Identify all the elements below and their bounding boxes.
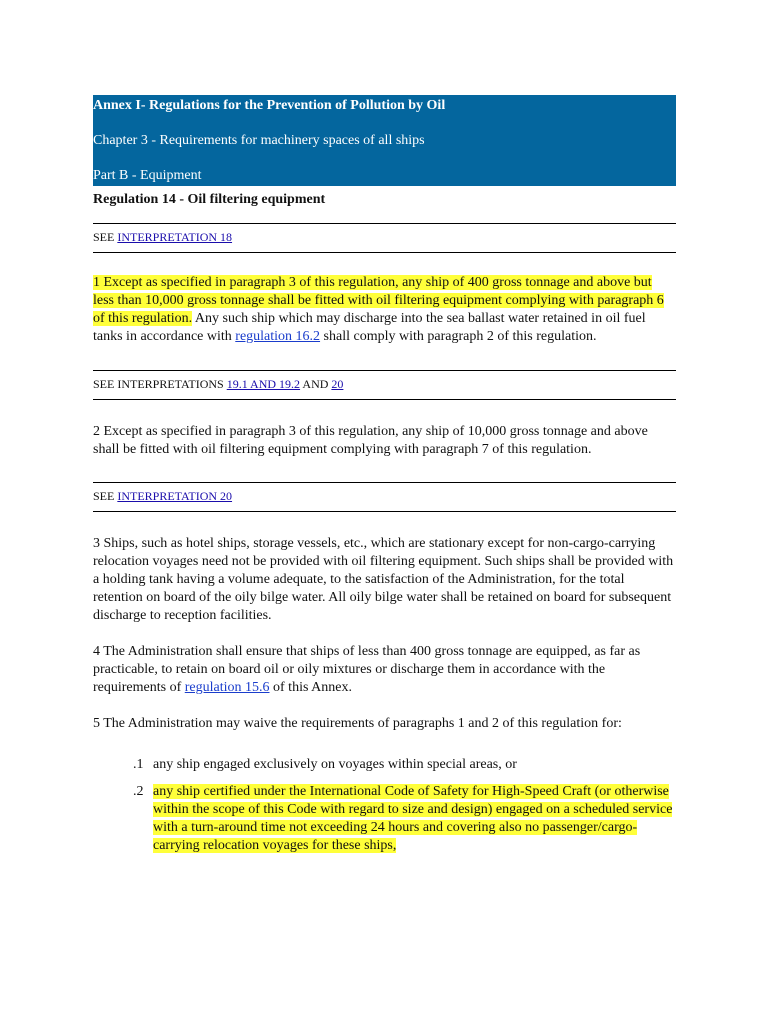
see-and: AND [300, 377, 332, 391]
paragraph-1-text-b: shall comply with paragraph 2 of this regulation. [320, 329, 597, 344]
see-box-1 [93, 223, 676, 253]
regulation-15-6-link[interactable]: regulation 15.6 [184, 680, 270, 695]
paragraph-3: 3 Ships, such as hotel ships, storage vessels, etc., which are stationary except for non-cargo-carrying relocation voyages need not be provided with oil filtering equipment. Such ships shall be provided with a holding tank having a volume adequate, to the satisfaction of the Administration, for the total retention on board of the oily bilge water. All oily bilge water shall be retained on board for subsequent discharge to reception facilities. [93, 536, 674, 623]
document-page [93, 95, 676, 855]
see-box-2 [93, 370, 676, 400]
paragraph-4-text-a: 4 The Administration shall ensure that ships of less than 400 gross tonnage are equipped, as far as practicable, to retain on board oil or oily mixtures or discharge them in accordance with the requirements of [93, 644, 641, 695]
chapter-title: Chapter 3 - Requirements for machinery spaces of all ships [93, 133, 425, 148]
paragraph-1-text-a: Any such ship which may discharge into the sea ballast water retained in oil fuel tanks in accordance with [93, 311, 646, 344]
list-item-number: .2 [133, 784, 144, 799]
list-item-text-highlight: any ship certified under the International Code of Safety for High-Speed Craft (or otherwise within the scope of this Code with regard to size and design) engaged on a scheduled service with a turn-around time not exceeding 24 hours and covering also no passenger/cargo-carrying relocation voyages for these ships, [153, 784, 673, 853]
list-item-text: any ship engaged exclusively on voyages within special areas, or [153, 757, 517, 772]
paragraph-5: 5 The Administration may waive the requirements of paragraphs 1 and 2 of this regulation for: [93, 716, 622, 731]
list-item [93, 783, 676, 855]
paragraph-1 [93, 274, 676, 346]
list-item [93, 756, 676, 774]
part-title: Part B - Equipment [93, 168, 202, 183]
interpretation-19-link[interactable]: 19.1 AND 19.2 [226, 377, 301, 391]
paragraph-2: 2 Except as specified in paragraph 3 of this regulation, any ship of 10,000 gross tonnage and above shall be fitted with oil filtering equipment complying with paragraph 7 of this regulation. [93, 424, 648, 457]
paragraph-4-text-b: of this Annex. [269, 680, 352, 695]
see-prefix: SEE INTERPRETATIONS [93, 377, 227, 391]
paragraph-1-highlight: 1 Except as specified in paragraph 3 of this regulation, any ship of 400 gross tonnage and above but less than 10,000 gross tonnage shall be fitted with oil filtering equipment complying with paragraph 6 of this regulation. [93, 275, 664, 326]
annex-title: Annex I- Regulations for the Prevention of Pollution by Oil [93, 98, 446, 113]
regulation-16-2-link[interactable]: regulation 16.2 [235, 329, 321, 344]
interpretation-18-link[interactable]: INTERPRETATION 18 [117, 230, 233, 244]
list-item-number: .1 [133, 757, 144, 772]
paragraph-4 [93, 643, 676, 697]
interpretation-20-link[interactable]: INTERPRETATION 20 [117, 489, 233, 503]
see-prefix: SEE [93, 489, 118, 503]
header-banner [93, 95, 676, 186]
interpretation-20-link[interactable]: 20 [331, 377, 344, 391]
see-prefix: SEE [93, 230, 118, 244]
see-box-3 [93, 482, 676, 512]
regulation-title: Regulation 14 - Oil filtering equipment [93, 192, 326, 207]
